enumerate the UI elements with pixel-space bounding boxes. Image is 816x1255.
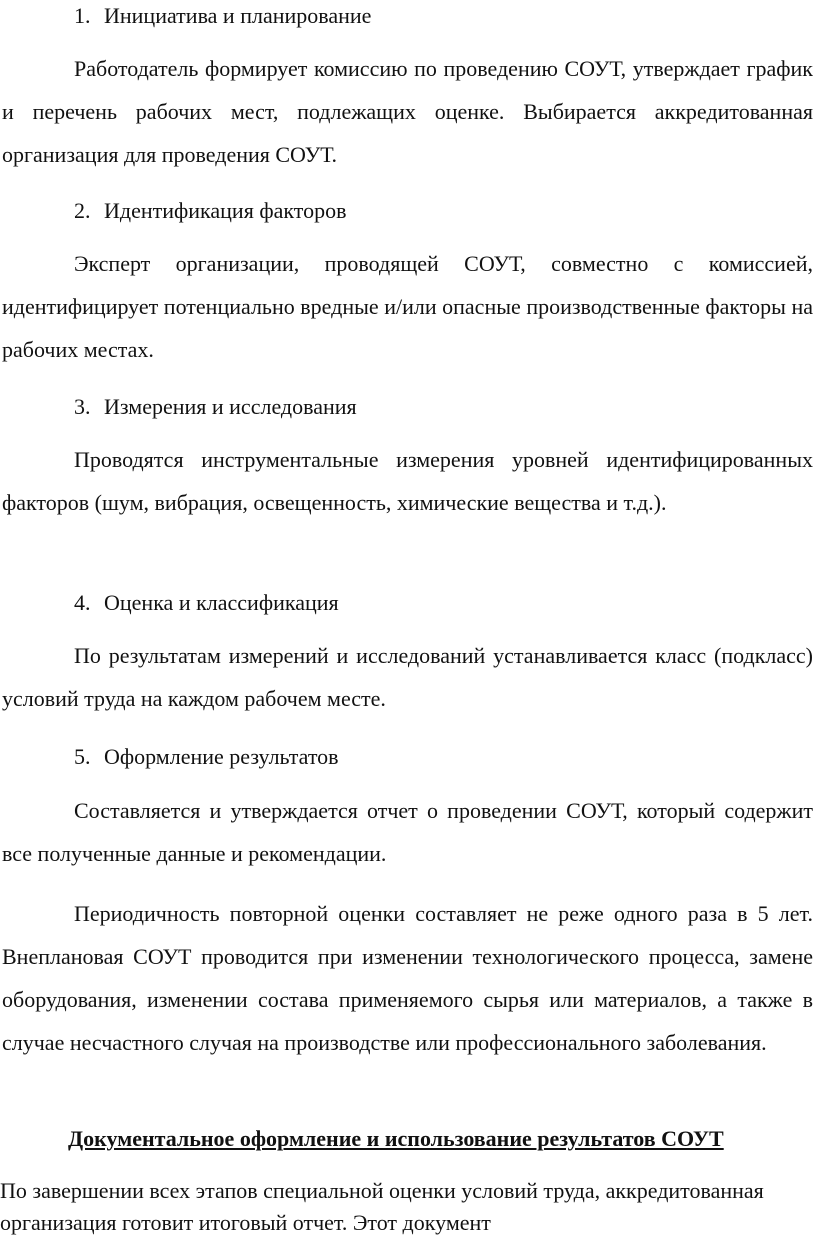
step-4-text: По результатам измерений и исследований устанавливается класс (подкласс) условий труда на каждом рабочем месте. <box>2 643 813 711</box>
step-2-heading <box>74 196 346 226</box>
step-3-title: Измерения и исследования <box>104 394 357 419</box>
step-2-text: Эксперт организации, проводящей СОУТ, совместно с комиссией, идентифицирует потенциально вредные и/или опасные производственные факторы на рабочих местах. <box>2 251 813 362</box>
step-2-title: Идентификация факторов <box>104 198 347 223</box>
final-paragraph: По завершении всех этапов специальной оценки условий труда, аккредитованная организация готовит итоговый отчет. Этот документ <box>0 1178 764 1235</box>
step-5-text: Составляется и утверждается отчет о проведении СОУТ, который содержит все полученные данные и рекомендации. <box>2 798 813 866</box>
step-4-number: 4. <box>74 590 91 615</box>
step-5-number: 5. <box>74 744 91 769</box>
step-4-title: Оценка и классификация <box>104 590 339 615</box>
step-1-heading <box>74 1 371 31</box>
section-title: Документальное оформление и использование результатов СОУТ <box>68 1126 724 1151</box>
step-3-heading <box>74 392 357 422</box>
periodicity-paragraph: Периодичность повторной оценки составляет не реже одного раза в 5 лет. Внеплановая СОУТ проводится при изменении технологического процесса, замене оборудования, изменении состава применяемого сырья или материалов, а также в случае несчастного случая на производстве или профессионального заболевания. <box>2 901 813 1055</box>
step-2-number: 2. <box>74 198 91 223</box>
step-3-text: Проводятся инструментальные измерения уровней идентифицированных факторов (шум, вибрация, освещенность, химические вещества и т.д.). <box>2 447 813 515</box>
step-5-heading <box>74 742 339 772</box>
step-4-heading <box>74 588 339 618</box>
step-3-number: 3. <box>74 394 91 419</box>
step-1-number: 1. <box>74 3 91 28</box>
step-1-title: Инициатива и планирование <box>104 3 372 28</box>
step-5-title: Оформление результатов <box>104 744 339 769</box>
step-1-text: Работодатель формирует комиссию по проведению СОУТ, утверждает график и перечень рабочих мест, подлежащих оценке. Выбирается аккредитованная организация для проведения СОУТ. <box>2 56 813 167</box>
